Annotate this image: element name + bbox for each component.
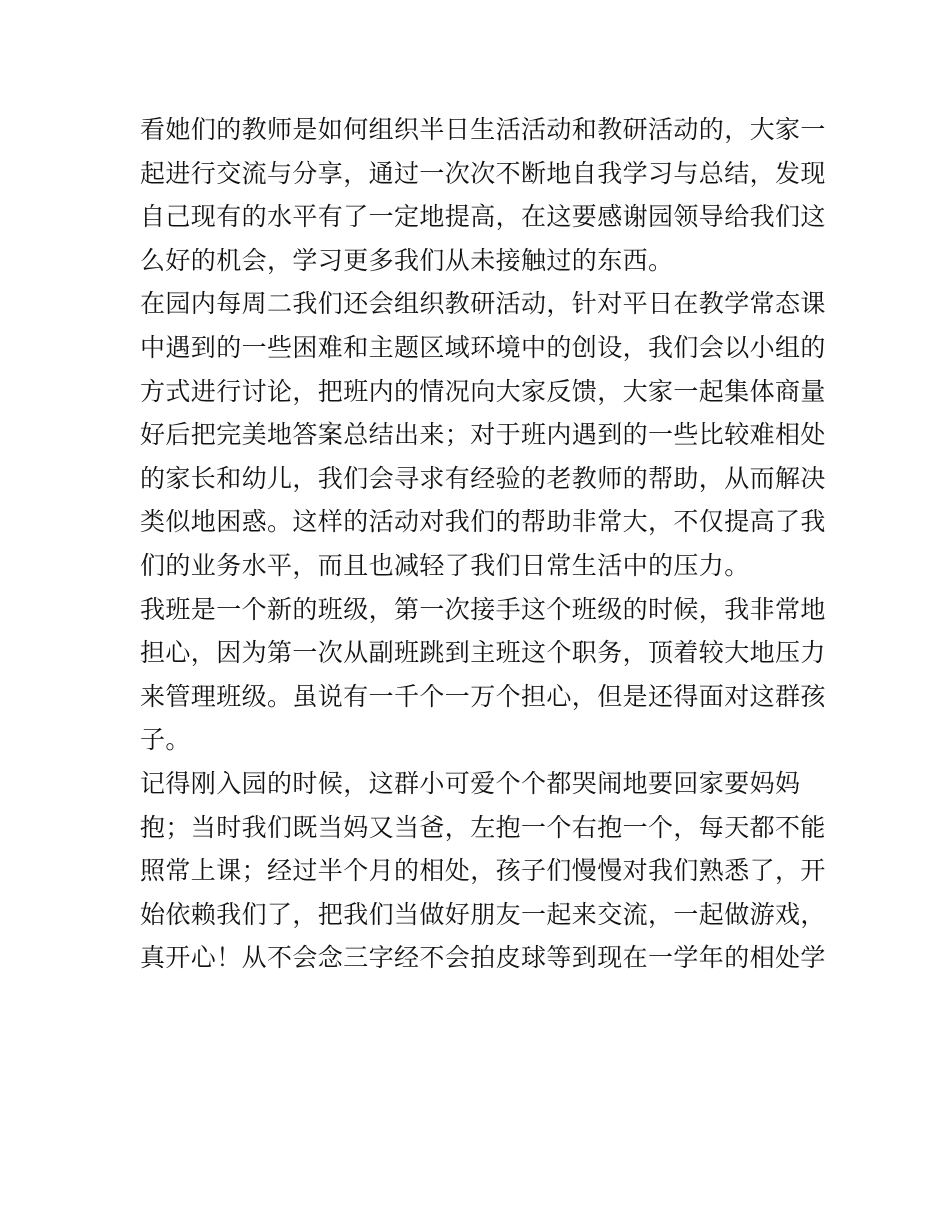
body-text — [140, 108, 826, 980]
text-line: 方式进行讨论，把班内的情况向大家反馈，大家一起集体商量 — [140, 376, 826, 406]
text-line: 来管理班级。虽说有一千个一万个担心，但是还得面对这群孩 — [140, 681, 826, 711]
text-line: 担心，因为第一次从副班跳到主班这个职务，顶着较大地压力 — [140, 638, 826, 668]
text-line: 真开心！从不会念三字经不会拍皮球等到现在一学年的相处学 — [140, 943, 826, 973]
text-line: 我班是一个新的班级，第一次接手这个班级的时候，我非常地 — [140, 594, 826, 624]
text-line: 抱；当时我们既当妈又当爸，左抱一个右抱一个，每天都不能 — [140, 812, 826, 842]
text-line: 始依赖我们了，把我们当做好朋友一起来交流，一起做游戏， — [140, 899, 826, 929]
text-line: 子。 — [140, 725, 191, 755]
text-line: 在园内每周二我们还会组织教研活动，针对平日在教学常态课 — [140, 289, 826, 319]
text-line: 记得刚入园的时候，这群小可爱个个都哭闹地要回家要妈妈 — [140, 768, 801, 798]
text-line: 类似地困惑。这样的活动对我们的帮助非常大，不仅提高了我 — [140, 507, 826, 537]
text-line: 么好的机会，学习更多我们从未接触过的东西。 — [140, 245, 674, 275]
text-line: 中遇到的一些困难和主题区域环境中的创设，我们会以小组的 — [140, 332, 826, 362]
text-line: 自己现有的水平有了一定地提高，在这要感谢园领导给我们这 — [140, 202, 826, 232]
text-line: 看她们的教师是如何组织半日生活活动和教研活动的，大家一 — [140, 115, 826, 144]
text-line: 起进行交流与分享，通过一次次不断地自我学习与总结，发现 — [140, 158, 826, 188]
text-line: 们的业务水平，而且也减轻了我们日常生活中的压力。 — [140, 550, 750, 580]
text-line: 照常上课；经过半个月的相处，孩子们慢慢对我们熟悉了，开 — [140, 856, 826, 886]
text-line: 的家长和幼儿，我们会寻求有经验的老教师的帮助，从而解决 — [140, 463, 826, 493]
text-line: 好后把完美地答案总结出来；对于班内遇到的一些比较难相处 — [140, 420, 826, 450]
